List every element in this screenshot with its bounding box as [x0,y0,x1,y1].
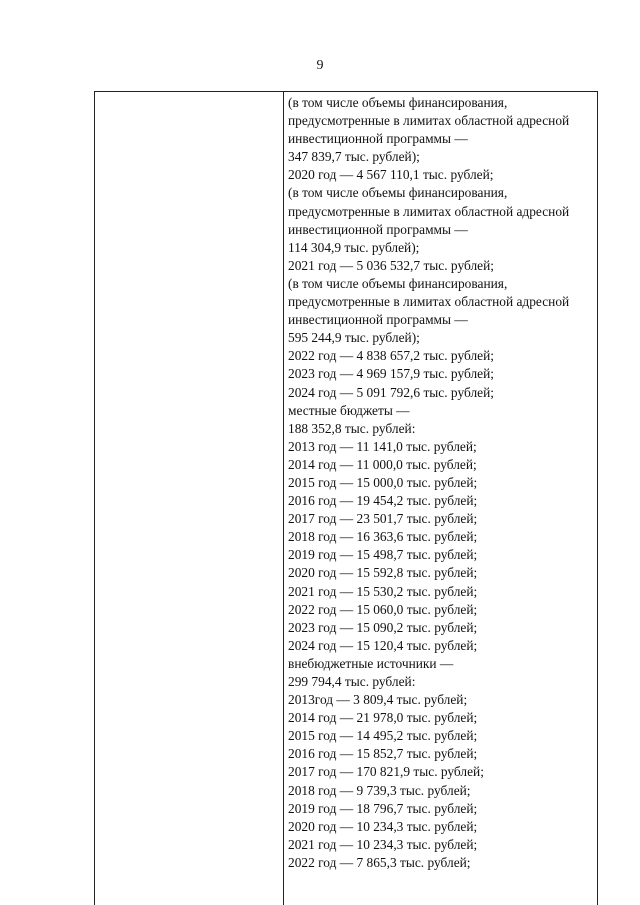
text-line: 2022 год — 15 060,0 тыс. рублей; [288,601,478,617]
text-line: 2019 год — 15 498,7 тыс. рублей; [288,547,478,563]
text-line: 2021 год — 5 036 532,7 тыс. рублей; [288,257,494,273]
text-line: инвестиционной программы — [288,312,468,328]
text-line: 2019 год — 18 796,7 тыс. рублей; [288,800,478,816]
text-line: инвестиционной программы — [288,221,468,237]
text-line: инвестиционной программы — [288,131,468,147]
text-line: 2022 год — 7 865,3 тыс. рублей; [288,854,471,870]
text-line: 2020 год — 4 567 110,1 тыс. рублей; [288,167,494,183]
text-line: 2014 год — 21 978,0 тыс. рублей; [288,710,478,726]
text-line: 2024 год — 15 120,4 тыс. рублей; [288,637,478,653]
text-line: 2014 год — 11 000,0 тыс. рублей; [288,456,477,472]
text-line: внебюджетные источники — [288,655,454,671]
text-line: 299 794,4 тыс. рублей: [288,674,416,689]
text-line: (в том числе объемы финансирования, [288,185,508,201]
text-line: (в том числе объемы финансирования, [288,275,508,291]
text-line: предусмотренные в лимитах областной адресной [288,203,570,219]
table-right-cell [288,94,593,872]
text-line: предусмотренные в лимитах областной адресной [288,113,570,129]
text-line: 2021 год — 15 530,2 тыс. рублей; [288,583,478,599]
text-line: 2016 год — 19 454,2 тыс. рублей; [288,493,478,509]
page-number: 9 [316,58,324,73]
text-line: 2024 год — 5 091 792,6 тыс. рублей; [288,384,494,400]
text-line: 2015 год — 15 000,0 тыс. рублей; [288,474,478,490]
text-line: 2022 год — 4 838 657,2 тыс. рублей; [288,348,494,364]
text-line: 2013год — 3 809,4 тыс. рублей; [288,692,468,708]
text-line: 2013 год — 11 141,0 тыс. рублей; [288,438,477,454]
text-line: 2023 год — 4 969 157,9 тыс. рублей; [288,366,494,382]
text-line: 2023 год — 15 090,2 тыс. рублей; [288,619,478,635]
text-line: 2016 год — 15 852,7 тыс. рублей; [288,746,478,762]
text-line: 2015 год — 14 495,2 тыс. рублей; [288,728,478,744]
text-line: 2018 год — 9 739,3 тыс. рублей; [288,782,471,798]
text-line: 2020 год — 10 234,3 тыс. рублей; [288,818,478,834]
text-line: (в том числе объемы финансирования, [288,95,508,110]
text-line: 114 304,9 тыс. рублей); [288,239,420,255]
text-line: предусмотренные в лимитах областной адресной [288,294,570,310]
text-line: 188 352,8 тыс. рублей: [288,420,416,436]
text-line: 595 244,9 тыс. рублей); [288,330,420,346]
text-line: местные бюджеты — [288,402,410,418]
text-line: 2021 год — 10 234,3 тыс. рублей; [288,836,478,852]
text-line: 347 839,7 тыс. рублей); [288,149,420,165]
table-left-cell [95,92,284,905]
text-line: 2017 год — 23 501,7 тыс. рублей; [288,511,478,527]
document-table [94,91,598,905]
text-line: 2018 год — 16 363,6 тыс. рублей; [288,529,478,545]
text-line: 2020 год — 15 592,8 тыс. рублей; [288,565,478,581]
text-line: 2017 год — 170 821,9 тыс. рублей; [288,764,484,780]
